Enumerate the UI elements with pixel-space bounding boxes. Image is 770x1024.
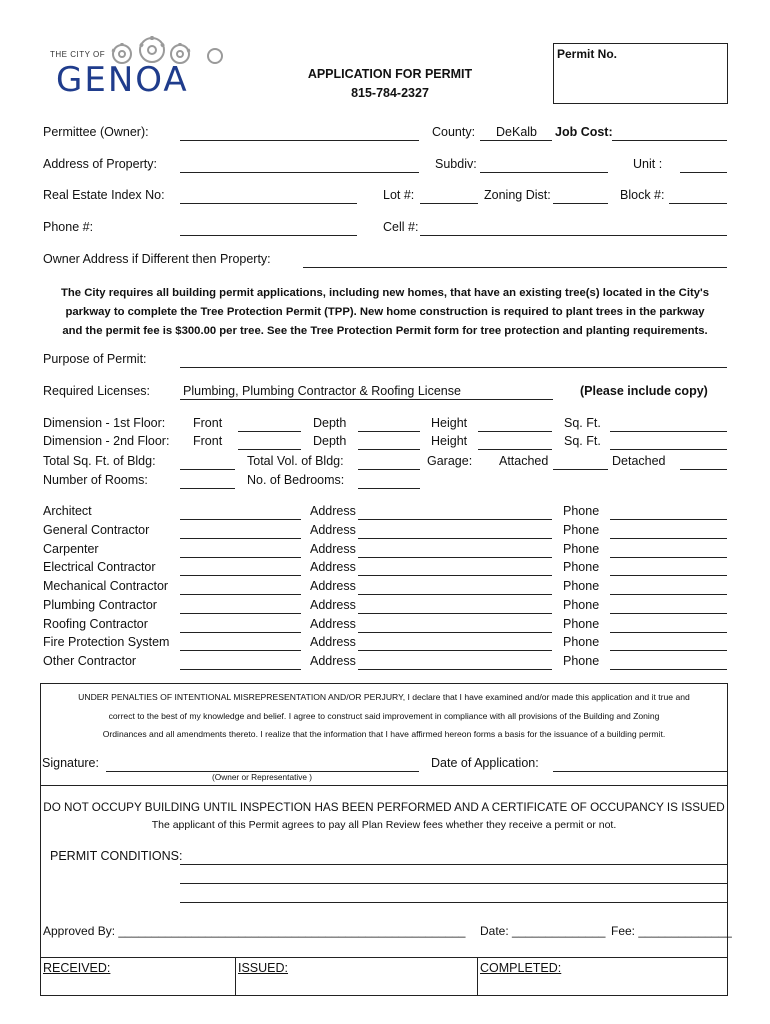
signature-sublabel: (Owner or Representative ) bbox=[212, 772, 313, 782]
subdiv-label: Subdiv: bbox=[435, 157, 477, 171]
contractor-address-label: Address bbox=[310, 523, 356, 537]
county-label: County: bbox=[432, 125, 476, 139]
zoning-label: Zoning Dist: bbox=[484, 188, 551, 202]
conditions-line[interactable] bbox=[180, 883, 727, 884]
contractor-label: Architect bbox=[43, 504, 92, 518]
declaration-line: correct to the best of my knowledge and belief. I agree to construct said improvement in compliance with all provisions of the Building and Zoning bbox=[108, 710, 660, 721]
contractor-phone-label: Phone bbox=[563, 635, 600, 649]
real-estate-field[interactable] bbox=[180, 203, 357, 204]
attached-label: Attached bbox=[499, 454, 549, 468]
footer-divider bbox=[235, 957, 236, 996]
total-sqft-field[interactable] bbox=[180, 469, 235, 470]
approval-fee[interactable]: Fee: ______________ bbox=[611, 924, 732, 938]
contractor-phone-field[interactable] bbox=[610, 557, 727, 558]
depth-label: Depth bbox=[313, 416, 347, 430]
contractor-label: Mechanical Contractor bbox=[43, 579, 169, 593]
contractor-label: Roofing Contractor bbox=[43, 617, 148, 631]
tree-notice bbox=[30, 284, 740, 341]
permittee-label: Permittee (Owner): bbox=[43, 125, 149, 139]
contractor-label: Electrical Contractor bbox=[43, 560, 156, 574]
phone-label: Phone #: bbox=[43, 220, 94, 234]
block-field[interactable] bbox=[669, 203, 727, 204]
owner-address-label: Owner Address if Different then Property: bbox=[43, 252, 271, 266]
rooms-field[interactable] bbox=[180, 488, 235, 489]
floor1-sqft-field[interactable] bbox=[610, 431, 727, 432]
contractor-name-field[interactable] bbox=[180, 519, 301, 520]
contractor-phone-field[interactable] bbox=[610, 650, 727, 651]
floor2-label: Dimension - 2nd Floor: bbox=[43, 434, 170, 448]
declaration-text bbox=[40, 688, 728, 744]
purpose-field[interactable] bbox=[180, 367, 727, 368]
depth-label: Depth bbox=[313, 434, 347, 448]
lot-field[interactable] bbox=[420, 203, 478, 204]
front-label: Front bbox=[193, 434, 223, 448]
issued-label[interactable]: ISSUED: bbox=[238, 961, 289, 975]
address-field[interactable] bbox=[180, 172, 419, 173]
permittee-field[interactable] bbox=[180, 140, 419, 141]
contractor-address-field[interactable] bbox=[358, 650, 552, 651]
contractor-name-field[interactable] bbox=[180, 557, 301, 558]
contractor-phone-field[interactable] bbox=[610, 669, 727, 670]
footer-box-row bbox=[40, 957, 728, 997]
county-value: DeKalb bbox=[496, 125, 537, 139]
contractor-address-label: Address bbox=[310, 560, 356, 574]
attached-field[interactable] bbox=[553, 469, 608, 470]
contractor-phone-field[interactable] bbox=[610, 519, 727, 520]
floor1-height-field[interactable] bbox=[478, 431, 552, 432]
permit-no-label: Permit No. bbox=[557, 47, 618, 61]
review-fee-note: The applicant of this Permit agrees to pay all Plan Review fees whether they receive a permit or not. bbox=[151, 819, 617, 831]
form-title: APPLICATION FOR PERMIT bbox=[307, 67, 473, 81]
contractor-phone-field[interactable] bbox=[610, 538, 727, 539]
contractor-name-field[interactable] bbox=[180, 538, 301, 539]
contractor-address-label: Address bbox=[310, 504, 356, 518]
county-field[interactable] bbox=[480, 140, 552, 141]
contractor-address-field[interactable] bbox=[358, 557, 552, 558]
unit-field[interactable] bbox=[680, 172, 727, 173]
contractor-address-field[interactable] bbox=[358, 575, 552, 576]
sqft-label: Sq. Ft. bbox=[564, 434, 601, 448]
signature-label: Signature: bbox=[42, 756, 99, 770]
front-label: Front bbox=[193, 416, 223, 430]
contractor-phone-label: Phone bbox=[563, 598, 600, 612]
approved-by[interactable]: Approved By: ____________________________________________________ bbox=[43, 924, 466, 938]
contractor-address-field[interactable] bbox=[358, 632, 552, 633]
footer-divider bbox=[477, 957, 478, 996]
total-vol-field[interactable] bbox=[358, 469, 420, 470]
cell-field[interactable] bbox=[420, 235, 727, 236]
contractor-phone-label: Phone bbox=[563, 523, 600, 537]
height-label: Height bbox=[431, 434, 468, 448]
floor2-height-field[interactable] bbox=[478, 449, 552, 450]
contractor-phone-field[interactable] bbox=[610, 613, 727, 614]
purpose-label: Purpose of Permit: bbox=[43, 352, 147, 366]
total-vol-label: Total Vol. of Bldg: bbox=[247, 454, 344, 468]
block-label: Block #: bbox=[620, 188, 665, 202]
detached-label: Detached bbox=[612, 454, 666, 468]
cell-label: Cell #: bbox=[383, 220, 419, 234]
permit-no-box[interactable] bbox=[553, 43, 728, 104]
declaration-line: Ordinances and all amendments thereto. I realize that the information that I have affirmed hereon forms a basis for the issuance of a building permit. bbox=[102, 729, 666, 739]
contractor-phone-label: Phone bbox=[563, 617, 600, 631]
sqft-label: Sq. Ft. bbox=[564, 416, 601, 430]
contractor-address-field[interactable] bbox=[358, 538, 552, 539]
subdiv-field[interactable] bbox=[480, 172, 608, 173]
floor2-depth-field[interactable] bbox=[358, 449, 420, 450]
floor1-label: Dimension - 1st Floor: bbox=[43, 416, 166, 430]
contractor-name-field[interactable] bbox=[180, 669, 301, 670]
contractor-phone-label: Phone bbox=[563, 654, 600, 668]
contractor-label: Plumbing Contractor bbox=[43, 598, 157, 612]
contractor-phone-field[interactable] bbox=[610, 575, 727, 576]
unit-label: Unit : bbox=[633, 157, 663, 171]
contractor-address-field[interactable] bbox=[358, 594, 552, 595]
logo-small-text: THE CITY OF bbox=[50, 50, 106, 59]
rooms-label: Number of Rooms: bbox=[43, 473, 148, 487]
licenses-value: Plumbing, Plumbing Contractor & Roofing License bbox=[183, 384, 461, 398]
city-phone: 815-784-2327 bbox=[351, 86, 429, 100]
contractor-address-label: Address bbox=[310, 617, 356, 631]
licenses-note: (Please include copy) bbox=[580, 384, 708, 398]
conditions-line[interactable] bbox=[180, 864, 727, 865]
contractor-phone-label: Phone bbox=[563, 542, 600, 556]
contractor-phone-label: Phone bbox=[563, 579, 600, 593]
contractor-label: Carpenter bbox=[43, 542, 99, 556]
bedrooms-field[interactable] bbox=[358, 488, 420, 489]
contractor-name-field[interactable] bbox=[180, 650, 301, 651]
date-application-field[interactable] bbox=[553, 771, 727, 772]
contractor-phone-field[interactable] bbox=[610, 632, 727, 633]
conditions-line[interactable] bbox=[180, 902, 727, 903]
contractor-name-field[interactable] bbox=[180, 632, 301, 633]
contractor-label: Other Contractor bbox=[43, 654, 137, 668]
contractor-label: General Contractor bbox=[43, 523, 150, 537]
city-logo bbox=[50, 36, 240, 98]
real-estate-label: Real Estate Index No: bbox=[43, 188, 165, 202]
owner-address-field[interactable] bbox=[303, 267, 727, 268]
date-application-label: Date of Application: bbox=[431, 756, 539, 770]
garage-label: Garage: bbox=[427, 454, 473, 468]
logo-name: GENOA bbox=[56, 60, 189, 100]
contractor-address-field[interactable] bbox=[358, 669, 552, 670]
contractor-address-field[interactable] bbox=[358, 519, 552, 520]
tree-notice-line: and the permit fee is $300.00 per tree. See the Tree Protection Permit form for tree protection and planting requirements. bbox=[62, 325, 708, 337]
address-label: Address of Property: bbox=[43, 157, 157, 171]
contractor-address-label: Address bbox=[310, 654, 356, 668]
zoning-field[interactable] bbox=[553, 203, 608, 204]
completed-label[interactable]: COMPLETED: bbox=[480, 961, 562, 975]
contractor-phone-label: Phone bbox=[563, 560, 600, 574]
contractor-phone-label: Phone bbox=[563, 504, 600, 518]
contractor-phone-field[interactable] bbox=[610, 594, 727, 595]
contractor-address-label: Address bbox=[310, 598, 356, 612]
contractor-address-label: Address bbox=[310, 579, 356, 593]
approval-date[interactable]: Date: ______________ bbox=[480, 924, 606, 938]
divider bbox=[40, 785, 728, 786]
conditions-label: PERMIT CONDITIONS: bbox=[50, 849, 183, 863]
bedrooms-label: No. of Bedrooms: bbox=[247, 473, 345, 487]
floor1-depth-field[interactable] bbox=[358, 431, 420, 432]
received-label[interactable]: RECEIVED: bbox=[43, 961, 111, 975]
contractor-name-field[interactable] bbox=[180, 594, 301, 595]
occupancy-warning: DO NOT OCCUPY BUILDING UNTIL INSPECTION HAS BEEN PERFORMED AND A CERTIFICATE OF OCCUPANCY IS ISSUED bbox=[43, 801, 725, 814]
phone-field[interactable] bbox=[180, 235, 357, 236]
contractor-address-label: Address bbox=[310, 542, 356, 556]
contractor-address-field[interactable] bbox=[358, 613, 552, 614]
height-label: Height bbox=[431, 416, 468, 430]
job-cost-field[interactable] bbox=[612, 140, 727, 141]
licenses-field[interactable] bbox=[180, 399, 553, 400]
contractor-name-field[interactable] bbox=[180, 613, 301, 614]
floor2-front-field[interactable] bbox=[238, 449, 301, 450]
floor1-front-field[interactable] bbox=[238, 431, 301, 432]
lot-label: Lot #: bbox=[383, 188, 415, 202]
contractor-name-field[interactable] bbox=[180, 575, 301, 576]
contractor-label: Fire Protection System bbox=[43, 635, 170, 649]
licenses-label: Required Licenses: bbox=[43, 384, 151, 398]
job-cost-label: Job Cost: bbox=[555, 125, 613, 139]
declaration-line: UNDER PENALTIES OF INTENTIONAL MISREPRESENTATION AND/OR PERJURY, I declare that I have examined and/or made this application and it true and bbox=[78, 692, 690, 702]
total-sqft-label: Total Sq. Ft. of Bldg: bbox=[43, 454, 156, 468]
floor2-sqft-field[interactable] bbox=[610, 449, 727, 450]
tree-notice-line: parkway to complete the Tree Protection Permit (TPP). New home construction is required to plant trees in the parkway bbox=[65, 306, 705, 318]
contractor-address-label: Address bbox=[310, 635, 356, 649]
detached-field[interactable] bbox=[680, 469, 727, 470]
tree-notice-line: The City requires all building permit applications, including new homes, that have an existing tree(s) located in the City's bbox=[61, 287, 709, 299]
